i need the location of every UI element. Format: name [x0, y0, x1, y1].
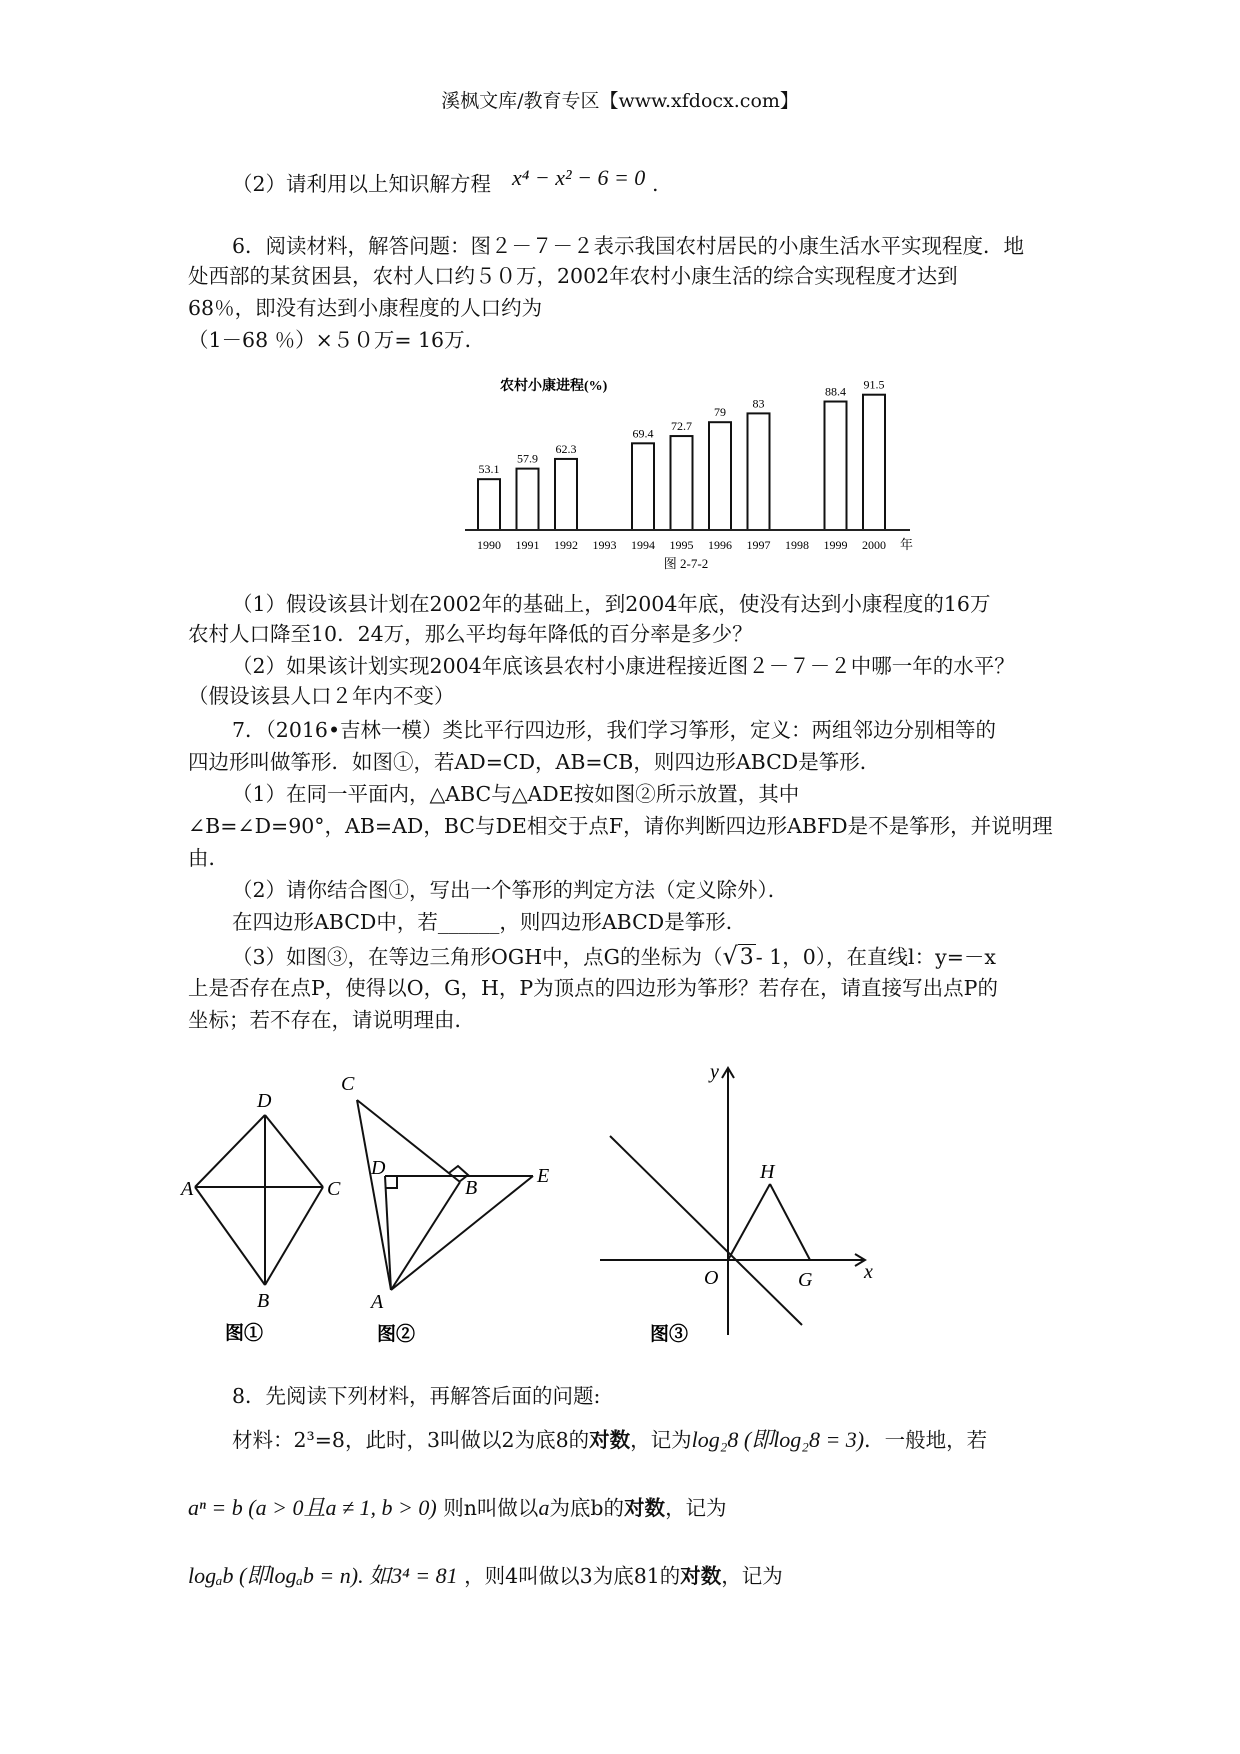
- q6-line2: 处西部的某贫困县，农村人口约５０万，2002年农村小康生活的综合实现程度才达到: [188, 264, 958, 288]
- bar-value-label: 91.5: [863, 377, 885, 392]
- q7-part1-line2: ∠B=∠D=90°，AB=AD，BC与DE相交于点F，请你判断四边形ABFD是不是筝形，并说明理: [188, 814, 1053, 838]
- q8-line2-pre: 材料：2³=8，此时，3叫做以2为底8的: [232, 1428, 590, 1452]
- x-tick-label: 1992: [554, 538, 578, 552]
- q7-part2-line2: 在四边形ABCD中，若______，则四边形ABCD是筝形．: [232, 910, 747, 934]
- q6-line1: 6．阅读材料，解答问题：图２－７－２表示我国农村居民的小康生活水平实现程度．地: [232, 234, 1025, 258]
- q5-equation: x⁴ − x² − 6 = 0: [512, 165, 646, 190]
- q5-part2-text: （2）请利用以上知识解方程: [232, 172, 492, 196]
- fig3-caption: 图③: [650, 1324, 689, 1345]
- bar: [517, 469, 539, 530]
- q6-part2-line2: （假设该县人口２年内不变）: [188, 684, 455, 708]
- bar-value-label: 69.4: [632, 426, 654, 441]
- q7-part1-line3: 由．: [188, 846, 229, 870]
- bar-value-label: 62.3: [555, 441, 577, 456]
- fig2-label-D: D: [371, 1157, 386, 1179]
- x-unit-label: 年: [900, 537, 914, 552]
- q7-line2: 四边形叫做筝形．如图①，若AD=CD，AB=CB，则四边形ABCD是筝形．: [188, 750, 881, 774]
- x-tick-label: 1997: [746, 538, 771, 552]
- bar: [478, 479, 500, 530]
- q5-period: .: [652, 172, 659, 196]
- bar-value-label: 83: [752, 396, 765, 411]
- q8-definition-condition: aⁿ = b (a > 0且a ≠ 1, b > 0): [188, 1495, 437, 1520]
- bar: [555, 459, 577, 530]
- fig3-label-y: y: [710, 1061, 719, 1083]
- bar-value-label: 79: [714, 405, 726, 420]
- bar: [671, 436, 693, 530]
- q8-line4-b: ，记为: [721, 1564, 783, 1588]
- figure-2-triangles: [335, 1070, 565, 1350]
- sqrt-icon: √: [722, 942, 738, 970]
- q8-line3: [188, 1494, 727, 1522]
- bar: [825, 402, 847, 530]
- fig1-label-B: B: [257, 1290, 270, 1312]
- rural-wellbeing-bar-chart: [460, 360, 930, 580]
- q7-line1: 7．（2016•吉林一模）类比平行四边形，我们学习筝形，定义：两组邻边分别相等的: [232, 718, 997, 742]
- figure-3-coordinate-plane: [600, 1060, 880, 1350]
- bar-value-label: 72.7: [671, 419, 692, 434]
- fig2-label-A: A: [371, 1291, 384, 1313]
- q8-line3-b: 为底b的: [549, 1496, 625, 1520]
- fig2-caption: 图②: [377, 1324, 416, 1345]
- q6-line4: （1－68 ％）×５０万= 16万．: [188, 328, 486, 352]
- bar: [863, 395, 885, 530]
- q8-term-logarithm: 对数: [589, 1428, 631, 1452]
- x-tick-label: 1990: [477, 538, 501, 552]
- x-tick-label: 1998: [785, 538, 809, 552]
- bar: [748, 413, 770, 530]
- q7-part1-line1: （1）在同一平面内，△ABC与△ADE按如图②所示放置，其中: [232, 782, 800, 806]
- q6-part1-line1: （1）假设该县计划在2002年的基础上，到2004年底，使没有达到小康程度的16万: [232, 592, 991, 616]
- q8-term-logarithm-2: 对数: [624, 1496, 666, 1520]
- chart-title: 农村小康进程(%): [500, 379, 608, 394]
- q8-log-example: log₂8 (即log₂8 = 3): [691, 1427, 865, 1452]
- bar-value-label: 57.9: [517, 451, 538, 466]
- q8-line3-c: ，记为: [665, 1496, 727, 1520]
- fig2-label-E: E: [537, 1165, 550, 1187]
- q7-part3-line2: 上是否存在点P，使得以O，G，H，P为顶点的四边形为筝形？若存在，请直接写出点P的: [188, 976, 998, 1000]
- x-tick-label: 1994: [631, 538, 655, 552]
- page-header: 溪枫文库/教育专区【www.xfdocx.com】: [441, 90, 799, 112]
- fig1-label-C: C: [327, 1178, 341, 1200]
- q8-log-definition: logₐb (即logₐb = n). 如3⁴ = 81: [188, 1563, 458, 1588]
- fig2-label-C: C: [341, 1073, 355, 1095]
- x-tick-label: 1999: [823, 538, 848, 552]
- chart-caption: 图 2-7-2: [663, 556, 709, 571]
- bar: [632, 443, 654, 530]
- fig3-label-H: H: [760, 1161, 775, 1183]
- fig1-caption: 图①: [225, 1323, 264, 1344]
- fig1-label-D: D: [257, 1090, 272, 1112]
- q7-part3-pre: （3）如图③，在等边三角形OGH中，点G的坐标为（: [232, 945, 723, 969]
- q7-part2-line1: （2）请你结合图①，写出一个筝形的判定方法（定义除外）．: [232, 878, 789, 902]
- x-tick-label: 1995: [669, 538, 694, 552]
- fig3-label-G: G: [798, 1269, 813, 1291]
- q6-line3: 68％，即没有达到小康程度的人口约为: [188, 296, 543, 320]
- q7-part3-line3: 坐标；若不存在，请说明理由．: [188, 1008, 475, 1032]
- bar: [709, 422, 731, 530]
- q8-line4-a: ，则4叫做以3为底81的: [464, 1564, 681, 1588]
- q7-part3-post: - 1，0），在直线l：y=－x: [755, 945, 996, 969]
- bar-value-label: 88.4: [825, 384, 846, 399]
- q8-line4: [188, 1562, 783, 1590]
- bar-value-label: 53.1: [478, 462, 500, 477]
- q6-part2-line1: （2）如果该计划实现2004年底该县农村小康进程接近图２－７－２中哪一年的水平？: [232, 654, 1015, 678]
- q6-part1-line2: 农村人口降至10．24万，那么平均每年降低的百分率是多少？: [188, 622, 753, 646]
- fig3-label-O: O: [704, 1267, 719, 1289]
- q7-part3-line1: [232, 942, 996, 972]
- q8-line2: [232, 1426, 987, 1454]
- x-tick-label: 1991: [515, 538, 540, 552]
- q8-line2-post: ．一般地，若: [864, 1428, 988, 1452]
- fig2-label-B: B: [465, 1177, 478, 1199]
- q8-line2-mid: ，记为: [630, 1428, 692, 1452]
- q8-line1: 8．先阅读下列材料，再解答后面的问题:: [232, 1384, 601, 1408]
- fig3-label-x: x: [864, 1261, 873, 1283]
- x-tick-label: 1993: [592, 538, 617, 552]
- q8-line3-avar: a: [538, 1495, 550, 1520]
- figure-1-kite: [181, 1085, 355, 1345]
- sqrt-radicand: 3: [739, 945, 754, 970]
- q8-term-logarithm-3: 对数: [680, 1564, 722, 1588]
- q8-line3-a: 则n叫做以: [443, 1496, 539, 1520]
- x-tick-label: 1996: [708, 538, 732, 552]
- fig1-label-A: A: [181, 1178, 194, 1200]
- x-tick-label: 2000: [862, 538, 886, 552]
